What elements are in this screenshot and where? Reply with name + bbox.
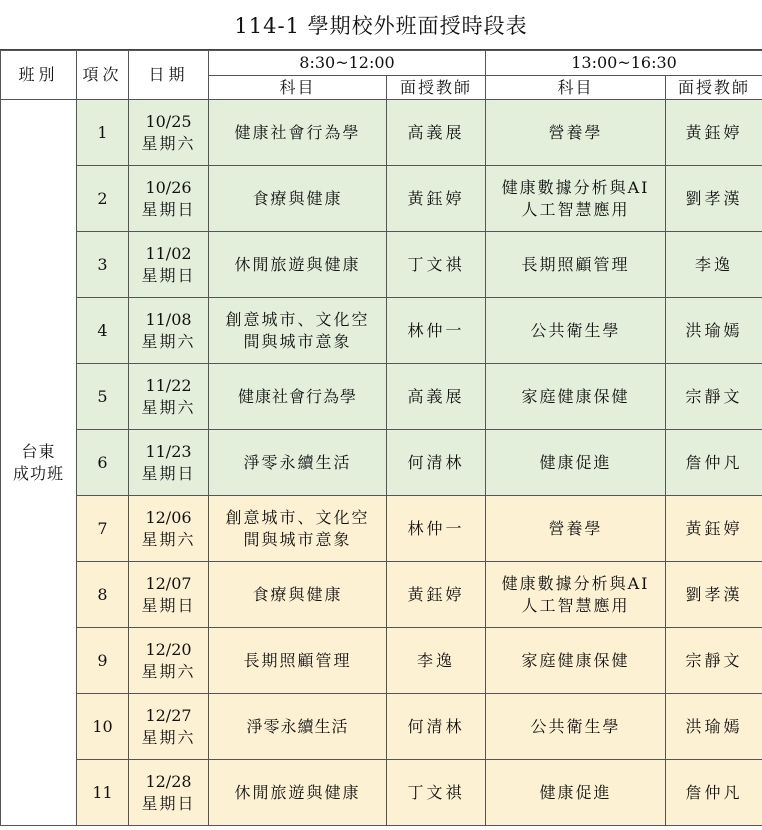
- pm-teacher-cell: 洪瑜嫣: [666, 694, 762, 760]
- am-subject-line: 淨零永續生活: [243, 452, 352, 472]
- date-cell: [129, 298, 209, 364]
- pm-subject-cell: [486, 496, 666, 562]
- pm-teacher-cell: 洪瑜嫣: [666, 298, 762, 364]
- am-subject-line: 淨零永續生活: [246, 716, 349, 736]
- am-teacher-cell: 高義展: [387, 100, 486, 166]
- pm-subject-line: 人工智慧應用: [521, 199, 630, 219]
- am-subject-line: 創意城市、文化空: [225, 309, 370, 329]
- am-teacher-cell: 高義展: [387, 364, 486, 430]
- item-number-cell: 3: [77, 232, 129, 298]
- date-cell: [129, 628, 209, 694]
- item-number-cell: 11: [77, 760, 129, 826]
- am-teacher-cell: 李逸: [387, 628, 486, 694]
- date-cell: [129, 166, 209, 232]
- item-number-cell: 1: [77, 100, 129, 166]
- am-teacher-cell: 黃鈺婷: [387, 562, 486, 628]
- item-number-cell: 7: [77, 496, 129, 562]
- am-subject-line: 間與城市意象: [243, 331, 352, 351]
- date-value: 11/23: [145, 441, 192, 461]
- am-subject-cell: [209, 562, 387, 628]
- am-subject-cell: [209, 232, 387, 298]
- date-value: 12/06: [145, 507, 192, 527]
- date-cell: [129, 100, 209, 166]
- am-subject-line: 間與城市意象: [243, 529, 352, 549]
- am-subject-cell: [209, 166, 387, 232]
- am-teacher-cell: 林仲一: [387, 496, 486, 562]
- am-subject-line: 食療與健康: [252, 188, 343, 208]
- date-value: 11/22: [145, 375, 192, 395]
- table-row: [1, 232, 762, 298]
- pm-teacher-cell: 詹仲凡: [666, 760, 762, 826]
- am-teacher-cell: 丁文祺: [387, 760, 486, 826]
- date-value: 10/25: [145, 111, 192, 131]
- pm-teacher-cell: 黃鈺婷: [666, 496, 762, 562]
- weekday-value: 星期日: [141, 199, 196, 219]
- header-pm-teacher: 面授教師: [666, 76, 762, 100]
- item-number-cell: 8: [77, 562, 129, 628]
- date-value: 11/02: [145, 243, 192, 263]
- am-subject-line: 健康社會行為學: [237, 386, 357, 406]
- header-am-teacher: 面授教師: [387, 76, 486, 100]
- item-number-cell: 9: [77, 628, 129, 694]
- weekday-value: 星期六: [141, 397, 196, 417]
- item-number-cell: 2: [77, 166, 129, 232]
- table-row: [1, 628, 762, 694]
- table-row: [1, 166, 762, 232]
- pm-subject-cell: [486, 166, 666, 232]
- am-subject-line: 休閒旅遊與健康: [234, 782, 361, 802]
- date-cell: [129, 496, 209, 562]
- date-cell: [129, 694, 209, 760]
- pm-subject-line: 家庭健康保健: [521, 650, 630, 670]
- pm-subject-line: 健康數據分析與AI: [501, 177, 650, 197]
- pm-teacher-cell: 劉孝漢: [666, 166, 762, 232]
- pm-subject-cell: [486, 100, 666, 166]
- pm-subject-cell: [486, 298, 666, 364]
- item-number-cell: 10: [77, 694, 129, 760]
- weekday-value: 星期六: [141, 727, 196, 747]
- table-row: [1, 496, 762, 562]
- item-number-cell: 5: [77, 364, 129, 430]
- am-subject-line: 創意城市、文化空: [225, 507, 370, 527]
- date-value: 11/08: [145, 309, 192, 329]
- am-subject-line: 健康社會行為學: [234, 122, 361, 142]
- class-name-cell: [1, 100, 77, 826]
- date-cell: [129, 430, 209, 496]
- pm-subject-line: 人工智慧應用: [521, 595, 630, 615]
- am-subject-cell: [209, 694, 387, 760]
- pm-subject-line: 公共衛生學: [530, 716, 621, 736]
- table-row: [1, 760, 762, 826]
- am-subject-line: 休閒旅遊與健康: [234, 254, 361, 274]
- date-cell: [129, 364, 209, 430]
- pm-teacher-cell: 宗靜文: [666, 628, 762, 694]
- am-subject-cell: [209, 100, 387, 166]
- class-name-line: 台東: [21, 441, 56, 461]
- am-subject-cell: [209, 364, 387, 430]
- pm-subject-line: 健康促進: [539, 452, 612, 472]
- weekday-value: 星期日: [141, 463, 196, 483]
- am-teacher-cell: 何清林: [387, 694, 486, 760]
- date-value: 12/28: [145, 771, 192, 791]
- weekday-value: 星期六: [141, 661, 196, 681]
- pm-teacher-cell: 李逸: [666, 232, 762, 298]
- am-teacher-cell: 何清林: [387, 430, 486, 496]
- pm-subject-cell: [486, 232, 666, 298]
- pm-subject-line: 健康數據分析與AI: [501, 573, 650, 593]
- pm-teacher-cell: 劉孝漢: [666, 562, 762, 628]
- page-title: 114-1 學期校外班面授時段表: [0, 0, 762, 50]
- am-subject-cell: [209, 496, 387, 562]
- date-cell: [129, 562, 209, 628]
- am-teacher-cell: 丁文祺: [387, 232, 486, 298]
- am-subject-cell: [209, 430, 387, 496]
- pm-teacher-cell: 黃鈺婷: [666, 100, 762, 166]
- weekday-value: 星期日: [141, 265, 196, 285]
- pm-subject-cell: [486, 760, 666, 826]
- date-value: 12/07: [145, 573, 192, 593]
- date-cell: [129, 760, 209, 826]
- pm-teacher-cell: 詹仲凡: [666, 430, 762, 496]
- am-teacher-cell: 林仲一: [387, 298, 486, 364]
- pm-subject-cell: [486, 430, 666, 496]
- pm-subject-cell: [486, 562, 666, 628]
- table-row: [1, 430, 762, 496]
- header-morning-session: 8:30~12:00: [209, 51, 486, 76]
- date-value: 12/27: [145, 705, 192, 725]
- header-class: 班別: [1, 51, 77, 100]
- item-number-cell: 4: [77, 298, 129, 364]
- pm-subject-line: 健康促進: [539, 782, 612, 802]
- schedule-body: [1, 100, 762, 826]
- am-subject-cell: [209, 628, 387, 694]
- date-cell: [129, 232, 209, 298]
- weekday-value: 星期六: [141, 133, 196, 153]
- pm-teacher-cell: 宗靜文: [666, 364, 762, 430]
- header-item: 項次: [77, 51, 129, 100]
- table-row: [1, 562, 762, 628]
- am-subject-line: 食療與健康: [252, 584, 343, 604]
- table-row: [1, 694, 762, 760]
- pm-subject-cell: [486, 364, 666, 430]
- header-am-subject: 科目: [209, 76, 387, 100]
- item-number-cell: 6: [77, 430, 129, 496]
- am-subject-cell: [209, 760, 387, 826]
- weekday-value: 星期六: [141, 331, 196, 351]
- weekday-value: 星期日: [141, 595, 196, 615]
- pm-subject-line: 公共衛生學: [530, 320, 621, 340]
- pm-subject-line: 家庭健康保健: [521, 386, 630, 406]
- pm-subject-cell: [486, 694, 666, 760]
- weekday-value: 星期日: [141, 793, 196, 813]
- weekday-value: 星期六: [141, 529, 196, 549]
- table-row: [1, 364, 762, 430]
- header-afternoon-session: 13:00~16:30: [486, 51, 762, 76]
- header-pm-subject: 科目: [486, 76, 666, 100]
- header-date: 日期: [129, 51, 209, 100]
- date-value: 10/26: [145, 177, 192, 197]
- date-value: 12/20: [145, 639, 192, 659]
- pm-subject-line: 長期照顧管理: [521, 254, 630, 274]
- am-subject-cell: [209, 298, 387, 364]
- am-subject-line: 長期照顧管理: [243, 650, 352, 670]
- am-teacher-cell: 黃鈺婷: [387, 166, 486, 232]
- pm-subject-line: 營養學: [548, 518, 603, 538]
- pm-subject-cell: [486, 628, 666, 694]
- pm-subject-line: 營養學: [548, 122, 603, 142]
- table-row: [1, 298, 762, 364]
- schedule-table: [0, 50, 762, 826]
- table-row: [1, 100, 762, 166]
- class-name-line: 成功班: [12, 463, 64, 483]
